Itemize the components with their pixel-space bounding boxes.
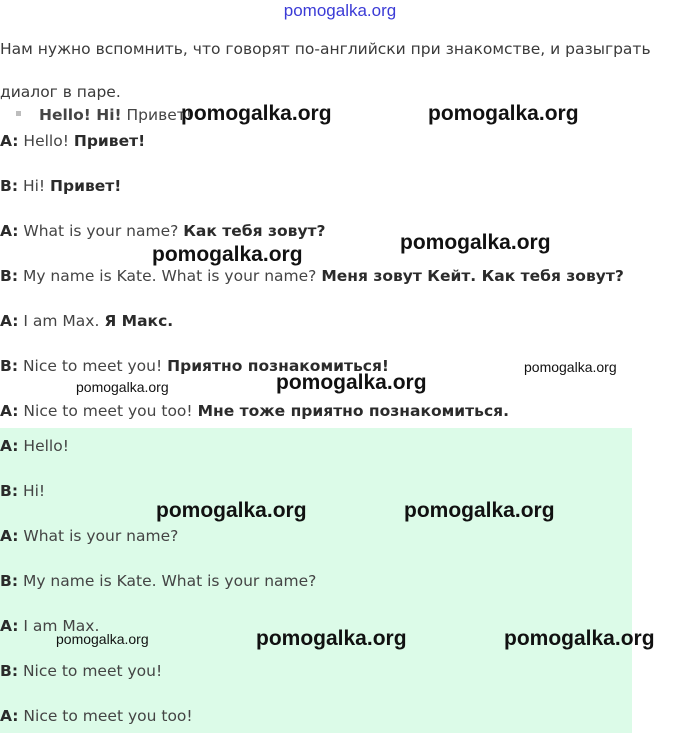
dialog-line bbox=[0, 310, 173, 332]
english-text: What is your name? bbox=[18, 222, 184, 240]
russian-text: Меня зовут Кейт. Как тебя зовут? bbox=[321, 267, 624, 285]
watermark: pomogalka.org bbox=[256, 627, 407, 650]
russian-text: Привет! bbox=[73, 132, 146, 150]
russian-text: Мне тоже приятно познакомиться. bbox=[197, 402, 509, 420]
english-text: Nice to meet you too! bbox=[18, 707, 193, 725]
speaker-label: B: bbox=[0, 267, 19, 285]
english-text: Hi! bbox=[18, 177, 51, 195]
intro-paragraph: Нам нужно вспомнить, что говорят по-английски при знакомстве, и разыграть диалог в паре. bbox=[0, 40, 651, 101]
speaker-label: A: bbox=[0, 312, 19, 330]
dialog-line bbox=[0, 480, 45, 502]
russian-text: Как тебя зовут? bbox=[183, 222, 326, 240]
dialog-line bbox=[0, 660, 162, 682]
english-text: Hello! bbox=[18, 132, 74, 150]
watermark: pomogalka.org bbox=[56, 631, 149, 647]
site-header[interactable]: pomogalka.org bbox=[283, 1, 397, 20]
speaker-label: A: bbox=[0, 222, 19, 240]
dialog-line bbox=[0, 525, 178, 547]
english-text: My name is Kate. What is your name? bbox=[18, 572, 317, 590]
speaker-label: A: bbox=[0, 437, 19, 455]
english-text: Nice to meet you! bbox=[18, 357, 168, 375]
english-text: Nice to meet you too! bbox=[18, 402, 198, 420]
bullet-item bbox=[16, 106, 192, 124]
english-text: I am Max. bbox=[18, 312, 105, 330]
dialog-line bbox=[0, 130, 145, 152]
bullet-text: Привет! bbox=[121, 106, 193, 124]
watermark: pomogalka.org bbox=[504, 627, 655, 650]
dialog-line bbox=[0, 400, 509, 422]
bullet-dot-icon bbox=[16, 111, 21, 116]
speaker-label: A: bbox=[0, 707, 19, 725]
english-text: Hello! bbox=[18, 437, 69, 455]
watermark: pomogalka.org bbox=[524, 359, 617, 375]
dialog-line bbox=[0, 705, 193, 727]
dialog-line bbox=[0, 220, 326, 242]
english-text: Nice to meet you! bbox=[18, 662, 163, 680]
speaker-label: B: bbox=[0, 572, 19, 590]
speaker-label: B: bbox=[0, 177, 19, 195]
speaker-label: A: bbox=[0, 402, 19, 420]
speaker-label: B: bbox=[0, 357, 19, 375]
russian-text: Я Макс. bbox=[104, 312, 174, 330]
dialog-line bbox=[0, 435, 69, 457]
speaker-label: A: bbox=[0, 527, 19, 545]
english-text: Hi! bbox=[18, 482, 46, 500]
watermark: pomogalka.org bbox=[76, 379, 169, 395]
watermark: pomogalka.org bbox=[152, 243, 303, 266]
speaker-label: B: bbox=[0, 662, 19, 680]
speaker-label: B: bbox=[0, 482, 19, 500]
dialog-line bbox=[0, 175, 121, 197]
watermark: pomogalka.org bbox=[181, 102, 332, 125]
english-text: My name is Kate. What is your name? bbox=[18, 267, 322, 285]
english-text: I am Max. bbox=[18, 617, 100, 635]
watermark: pomogalka.org bbox=[400, 231, 551, 254]
russian-text: Приятно познакомиться! bbox=[167, 357, 389, 375]
english-text: What is your name? bbox=[18, 527, 179, 545]
dialog-line bbox=[0, 265, 624, 287]
watermark: pomogalka.org bbox=[156, 499, 307, 522]
watermark: pomogalka.org bbox=[276, 371, 427, 394]
speaker-label: A: bbox=[0, 617, 19, 635]
watermark: pomogalka.org bbox=[404, 499, 555, 522]
speaker-label: A: bbox=[0, 132, 19, 150]
russian-text: Привет! bbox=[50, 177, 122, 195]
watermark: pomogalka.org bbox=[428, 102, 579, 125]
bullet-bold: Hello! Hi! bbox=[39, 106, 122, 124]
dialog-line bbox=[0, 570, 316, 592]
